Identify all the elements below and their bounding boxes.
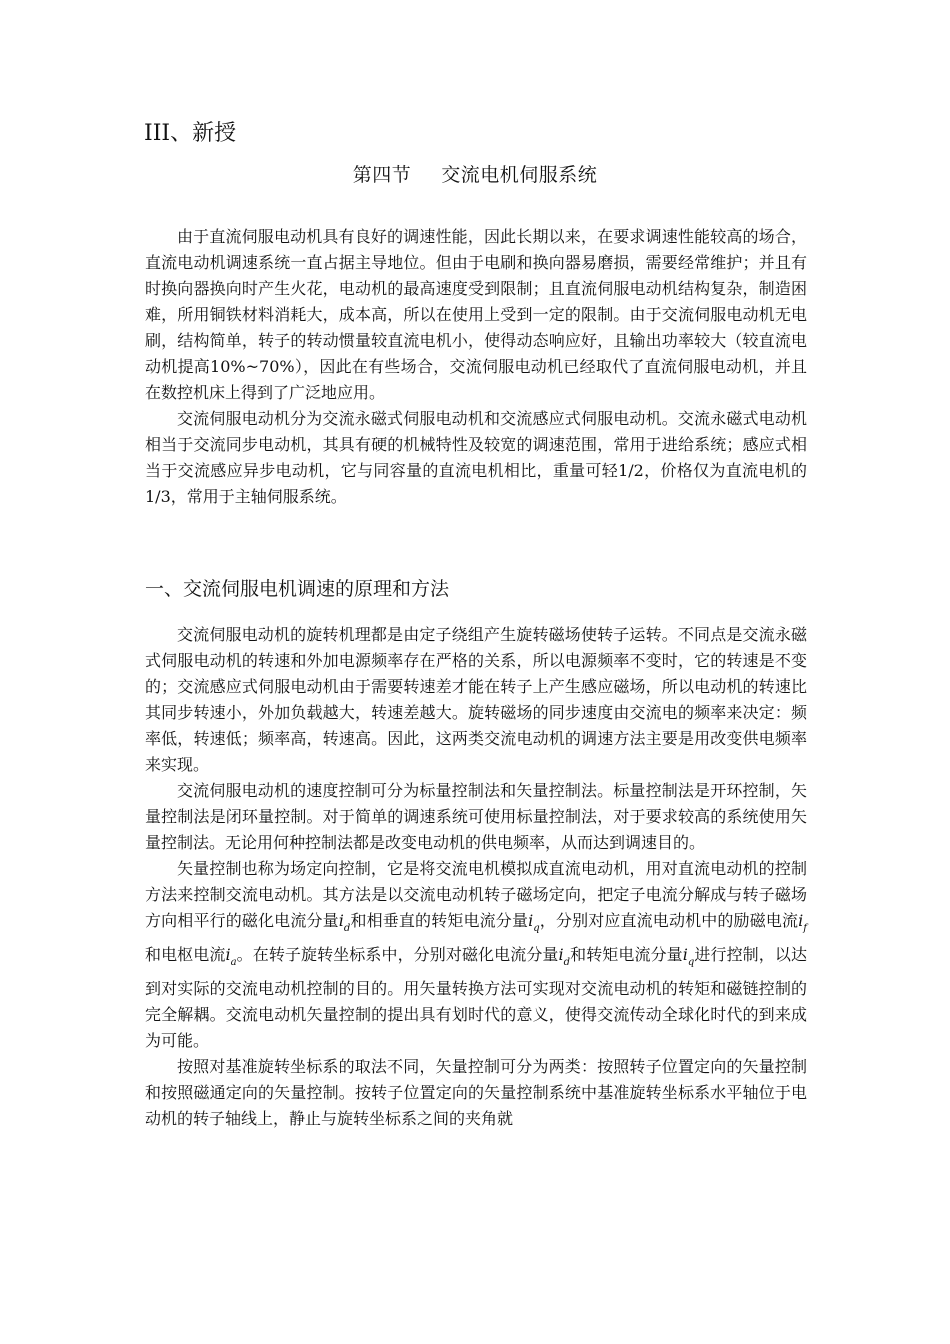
section1-paragraph-3: 矢量控制也称为场定向控制，它是将交流电机模拟成直流电动机，用对直流电动机的控制方法来控制交流电动机。其方法是以交流电动机转子磁场定向，把定子电流分解成与转子磁场方向相平行的磁化电流分量$i_d$和相垂直的转矩电流分量$i_q$，分别对应直流电动机中的励磁电流$i_f$和电枢电流$i_a$。在转子旋转坐标系中，分别对磁化电流分量$i_d$和转矩电流分量$i_q$进行控制，以达到对实际的交流电动机控制的目的。用矢量转换方法可实现对交流电动机的转矩和磁链控制的完全解耦。交流电动机矢量控制的提出具有划时代的意义，使得交流传动全球化时代的到来成为可能。 (145, 859, 807, 1050)
section1-block (145, 622, 807, 1132)
section1-paragraph-2: 交流伺服电动机的速度控制可分为标量控制法和矢量控制法。标量控制法是开环控制，矢量控制法是闭环量控制。对于简单的调速系统可使用标量控制法，对于要求较高的系统使用矢量控制法。无论用何种控制法都是改变电动机的供电频率，从而达到调速目的。 (145, 781, 807, 852)
section-title (0, 160, 950, 190)
section-number: 第四节 (352, 164, 412, 186)
part-heading-text: III、新授 (144, 121, 237, 146)
intro-paragraph-1: 由于直流伺服电动机具有良好的调速性能，因此长期以来，在要求调速性能较高的场合，直流电动机调速系统一直占据主导地位。但由于电刷和换向器易磨损，需要经常维护；并且有时换向器换向时产生火花，电动机的最高速度受到限制；且直流伺服电动机结构复杂，制造困难，所用铜铁材料消耗大，成本高，所以在使用上受到一定的限制。由于交流伺服电动机无电刷，结构简单，转子的转动惯量较直流电机小，使得动态响应好，且输出功率较大（较直流电动机提高10%~70%），因此在有些场合，交流伺服电动机已经取代了直流伺服电动机，并且在数控机床上得到了广泛地应用。 (145, 227, 807, 402)
part-heading (144, 118, 236, 150)
section-name: 交流电机伺服系统 (441, 164, 598, 186)
intro-block (145, 224, 807, 510)
intro-paragraph-2: 交流伺服电动机分为交流永磁式伺服电动机和交流感应式伺服电动机。交流永磁式电动机相当于交流同步电动机，其具有硬的机械特性及较宽的调速范围，常用于进给系统；感应式相当于交流感应异步电动机，它与同容量的直流电机相比，重量可轻1/2，价格仅为直流电机的1/3，常用于主轴伺服系统。 (145, 409, 807, 506)
section1-paragraph-1: 交流伺服电动机的旋转机理都是由定子绕组产生旋转磁场使转子运转。不同点是交流永磁式伺服电动机的转速和外加电源频率存在严格的关系，所以电源频率不变时，它的转速是不变的；交流感应式伺服电动机由于需要转速差才能在转子上产生感应磁场，所以电动机的转速比其同步转速小，外加负载越大，转速差越大。旋转磁场的同步速度由交流电的频率来决定：频率低，转速低；频率高，转速高。因此，这两类交流电动机的调速方法主要是用改变供电频率来实现。 (145, 625, 807, 774)
section1-paragraph-4: 按照对基准旋转坐标系的取法不同，矢量控制可分为两类：按照转子位置定向的矢量控制和按照磁通定向的矢量控制。按转子位置定向的矢量控制系统中基准旋转坐标系水平轴位于电动机的转子轴线上，静止与旋转坐标系之间的夹角就 (145, 1057, 807, 1128)
subsection-title: 一、交流伺服电机调速的原理和方法 (145, 578, 450, 600)
